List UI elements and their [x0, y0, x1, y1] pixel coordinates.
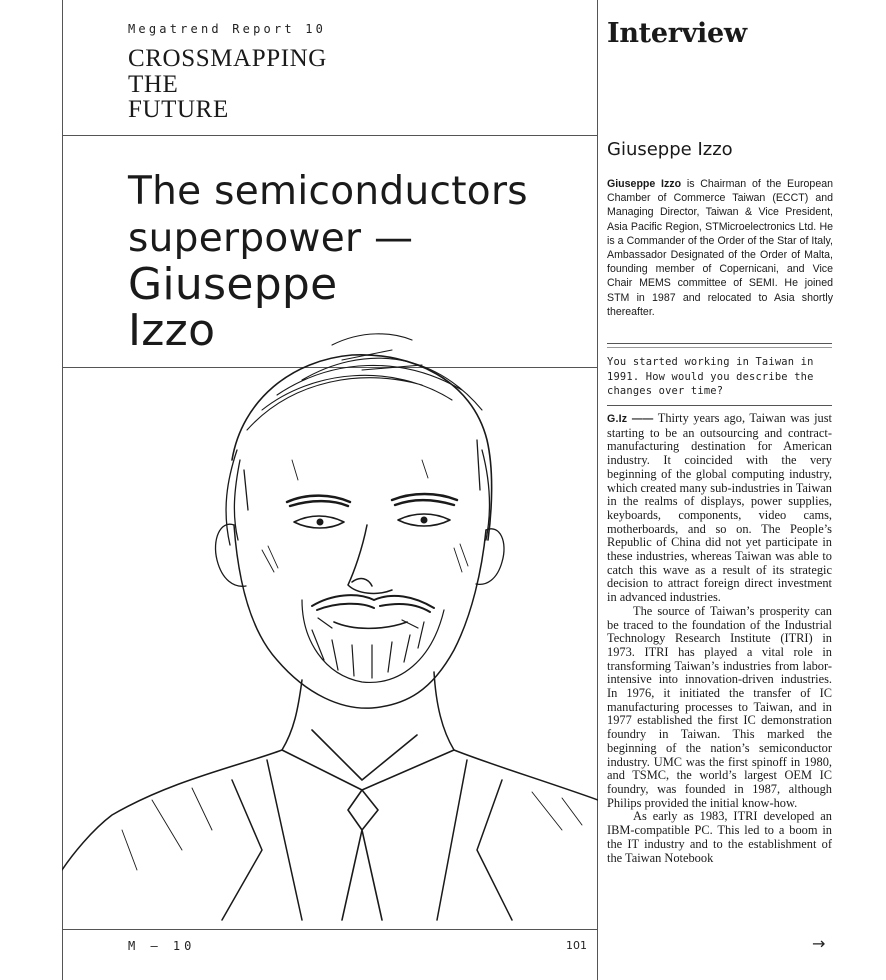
sketch-left-brow: [287, 496, 350, 506]
bio-name: Giuseppe Izzo: [607, 178, 682, 190]
interviewee-bio: [607, 177, 833, 319]
arrow-right-icon[interactable]: →: [812, 934, 826, 953]
sketch-left-pupil: [317, 519, 323, 525]
sketch-collar: [282, 730, 454, 790]
answer-paragraph: The source of Taiwan’s prosperity can be traced to the foundation of the Industrial Technology Research Institute (ITRI) in 1973. ITRI has played a vital role in transforming Taiwan’s industries from labor-intensive into innovation-driven industries. In 1976, it initiated the transfer of IC manufacturing processes to Taiwan, and in 1977 established the first IC demonstration foundry in Taiwan. This marked the beginning of the nation’s semiconductor industry. UMC was the first spinoff in 1980, and TSMC, the world’s largest OEM IC foundry, was founded in 1987, although Philips provided the initial know-how.: [607, 603, 832, 810]
bio-rule: [607, 343, 832, 344]
sketch-tie: [342, 790, 382, 920]
sketch-nose: [348, 525, 392, 593]
sketch-jacket-strokes: [122, 788, 582, 870]
issue-folio: M — 10: [128, 939, 196, 953]
headline-line: The semiconductors: [128, 169, 528, 214]
headline-line: superpower —: [128, 216, 414, 261]
article-headline: [128, 168, 588, 354]
report-kicker: Megatrend Report 10: [128, 22, 327, 36]
sketch-right-brow: [392, 494, 457, 505]
series-title-line: THE: [128, 70, 179, 98]
page-number: 101: [566, 939, 587, 952]
interviewee-name: Giuseppe Izzo: [607, 139, 733, 160]
bio-text: is Chairman of the European Chamber of Commerce Taiwan (ECCT) and Managing Director, Taiwan & Vice President, Asia Pacific Region, STMicroelectronics Ltd. He is a Commander of the Order of the Star of Italy, Ambassador Designated of the Order of Malta, founding member of Copernicani, and Vice Chair MEMS committee of SEMI. He joined STM in 1987 and relocated to Asia shortly thereafter.: [607, 178, 833, 318]
answer-text: Thirty years ago, Taiwan was just starting to be an outsourcing and contract-manufacturing destination for American industry. It coincided with the very beginning of the global computing industry, which created many sub-industries in Taiwan in the realms of displays, power supplies, keyboards, components, video cams, motherboards, and so on. The People’s Republic of China did not yet participate in these industries, whereas Taiwan was able to catch this wave as a result of its strategic decision to attract foreign direct investment in advanced industries.: [607, 411, 832, 605]
section-title: Interview: [607, 18, 747, 49]
interview-question: You started working in Taiwan in 1991. How would you describe the changes over time?: [607, 356, 814, 397]
question-rule: [607, 405, 832, 406]
header-rule: [62, 135, 597, 136]
sketch-right-pupil: [421, 517, 427, 523]
answer-paragraph: [607, 412, 832, 605]
sketch-jacket-right: [437, 750, 598, 920]
speaker-label: G.Iz ——: [607, 413, 654, 425]
series-title-line: CROSSMAPPING: [128, 45, 327, 72]
series-title: [128, 46, 428, 123]
interview-answer: [607, 412, 832, 865]
headline-name-line: Izzo: [128, 305, 216, 356]
sketch-right-ear: [476, 529, 504, 585]
sketch-mouth: [334, 622, 407, 628]
portrait-sketch: [62, 305, 598, 930]
sketch-hair-side: [226, 440, 489, 545]
sketch-beard: [302, 600, 444, 682]
series-title-line: FUTURE: [128, 96, 229, 123]
headline-name-line: Giuseppe: [128, 259, 338, 310]
bio-rule-secondary: [607, 347, 832, 348]
answer-paragraph: As early as 1983, ITRI developed an IBM-compatible PC. This led to a boom in the IT industry and to the establishment of the Taiwan Notebook: [607, 809, 832, 865]
sketch-jacket-left: [62, 750, 302, 920]
sketch-mustache: [312, 595, 434, 612]
